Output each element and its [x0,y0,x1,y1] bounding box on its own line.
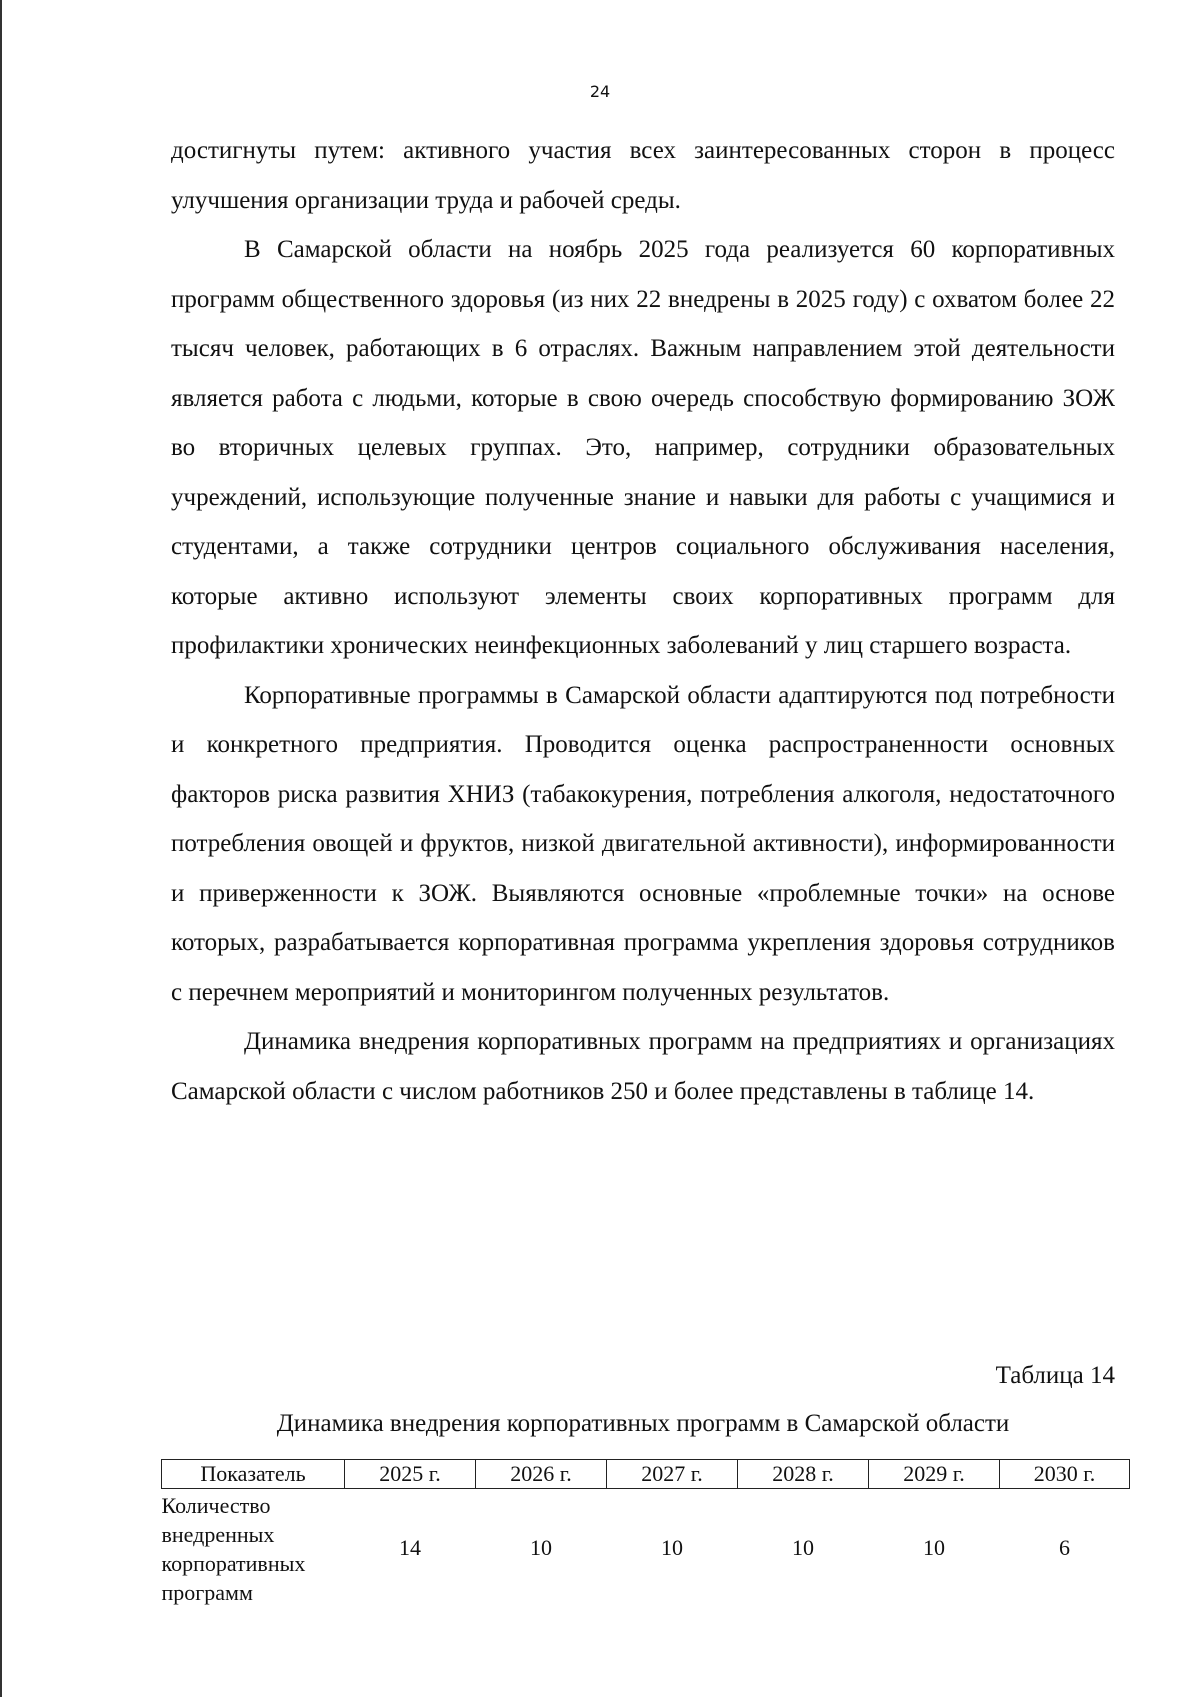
header-year: 2028 г. [738,1460,869,1489]
header-year: 2030 г. [1000,1460,1130,1489]
table-cell: 10 [923,1535,945,1560]
header-year: 2029 г. [869,1460,1000,1489]
table-header-row [162,1460,1130,1489]
table-label: Таблица 14 [995,1362,1115,1389]
table-cell: 10 [661,1535,683,1560]
paragraph-1: достигнуты путем: активного участия всех заинтересованных сторон в процесс улучшения организации труда и рабочей среды. [171,137,1115,214]
header-year: 2026 г. [476,1460,607,1489]
data-table [161,1459,1130,1607]
page-edge [0,0,2,1697]
header-year: 2027 г. [607,1460,738,1489]
header-indicator: Показатель [162,1460,345,1489]
paragraph-3: Корпоративные программы в Самарской области адаптируются под потребности и конкретного предприятия. Проводится оценка распространенности основных факторов риска развития ХНИЗ (табакокурения, потребления алкоголя, недостаточного потребления овощей и фруктов, низкой двигательной активности), информированности и приверженности к ЗОЖ. Выявляются основные «проблемные точки» на основе которых, разрабатывается корпоративная программа укрепления здоровья сотрудников с перечнем мероприятий и мониторингом полученных результатов. [171,681,1115,1006]
table-row [162,1489,1130,1608]
page-number: 24 [589,82,611,101]
table-cell: 6 [1059,1535,1070,1560]
body-text [171,126,1115,1116]
header-year: 2025 г. [345,1460,476,1489]
paragraph-2: В Самарской области на ноябрь 2025 года реализуется 60 корпоративных программ общественного здоровья (из них 22 внедрены в 2025 году) с охватом более 22 тысяч человек, работающих в 6 отраслях. Важным направлением этой деятельности является работа с людьми, которые в свою очередь способствую формированию ЗОЖ во вторичных целевых группах. Это, например, сотрудники образовательных учреждений, использующие полученные знание и навыки для работы с учащимися и студентами, а также сотрудники центров социального обслуживания населения, которые активно используют элементы своих корпоративных программ для профилактики хронических неинфекционных заболеваний у лиц старшего возраста. [171,236,1115,659]
row-label: Количество внедренных корпоративных программ [161,1493,306,1605]
table-cell: 10 [792,1535,814,1560]
paragraph-4: Динамика внедрения корпоративных программ на предприятиях и организациях Самарской области с числом работников 250 и более представлены в таблице 14. [171,1028,1115,1105]
table-caption: Динамика внедрения корпоративных программ в Самарской области [276,1410,1010,1437]
table-cell: 14 [399,1535,421,1560]
table-cell: 10 [530,1535,552,1560]
